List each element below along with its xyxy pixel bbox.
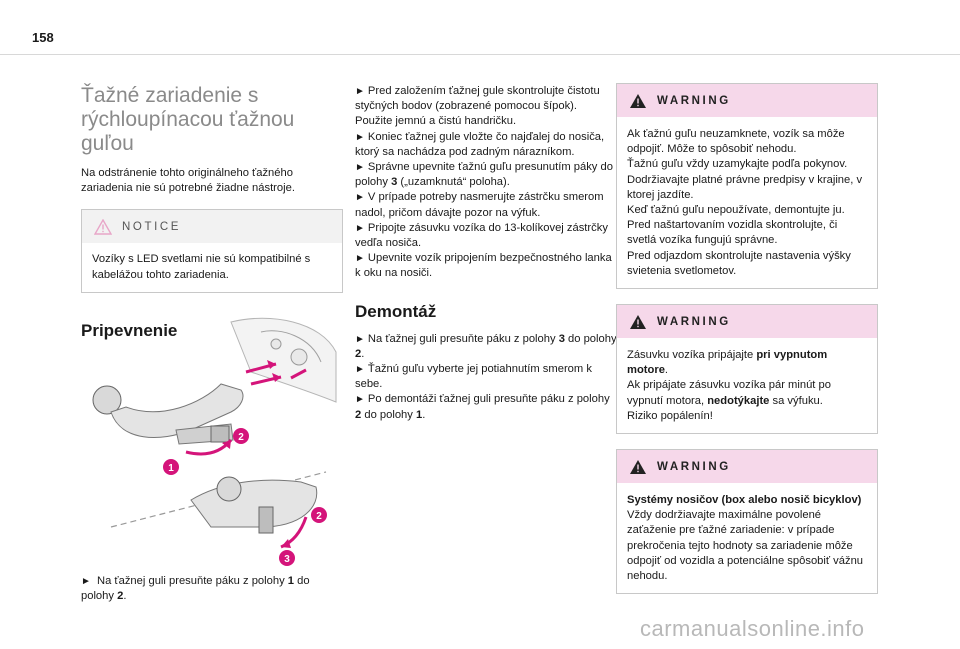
tow-ball-illustration bbox=[81, 312, 343, 568]
warning-box-2 bbox=[616, 304, 878, 434]
warning-line: Ak pripájate zásuvku vozíka pár minút po vypnutí motora, nedotýkajte sa výfuku. bbox=[627, 379, 831, 407]
list-item: ► Po demontáži ťažnej guli presuňte páku z polohy 2 do polohy 1. bbox=[355, 393, 610, 421]
notice-text: Vozíky s LED svetlami nie sú kompatibilné s kabelážou tohto zariadenia. bbox=[92, 253, 311, 281]
top-rule bbox=[0, 54, 960, 55]
warning-line: Dodržiavajte platné právne predpisy v krajine, v ktorej jazdíte. bbox=[627, 173, 863, 201]
warning-line: Ťažnú guľu vždy uzamykajte podľa pokynov. bbox=[627, 158, 848, 171]
section-title-remove: Demontáž bbox=[355, 301, 437, 321]
arrow-bullet-icon: ► bbox=[355, 253, 365, 265]
warning-line: Pred naštartovaním vozidla skontrolujte, či svetlá vozíka fungujú správne. bbox=[627, 219, 838, 247]
warning-title: WARNING bbox=[657, 315, 731, 328]
list-item: ► Správne upevnite ťažnú guľu presunutím páky do polohy 3 („uzamknutá“ poloha). bbox=[355, 161, 613, 189]
warning-header bbox=[617, 450, 877, 483]
warning-triangle-icon bbox=[629, 93, 647, 109]
callout-3-label: 3 bbox=[284, 554, 290, 565]
list-item: ► V prípade potreby nasmerujte zástrčku smerom nadol, pričom dávajte pozor na výfuk. bbox=[355, 191, 604, 219]
arrow-bullet-icon: ► bbox=[81, 576, 91, 587]
arrow-bullet-icon: ► bbox=[355, 162, 365, 174]
section-title-attach: Pripevnenie bbox=[81, 320, 178, 340]
warning-triangle-icon bbox=[94, 219, 112, 235]
callout-2-lower-label: 2 bbox=[316, 511, 322, 522]
list-item: ► Pripojte zásuvku vozíka do 13-kolíkovej zástrčky vedľa nosiča. bbox=[355, 221, 608, 250]
arrow-bullet-icon: ► bbox=[355, 131, 365, 143]
attach-steps bbox=[355, 84, 617, 282]
warning-line: Riziko popálenín! bbox=[627, 409, 713, 422]
warning-line: Pred odjazdom skontrolujte nastavenia výšky svietenia svetlometov. bbox=[627, 249, 851, 277]
intro-text: Na odstránenie tohto originálneho ťažného zariadenia nie sú potrebné žiadne nástroje. bbox=[81, 167, 295, 195]
watermark: carmanualsonline.info bbox=[640, 616, 865, 641]
arrow-bullet-icon: ► bbox=[355, 364, 365, 376]
callout-1-label: 1 bbox=[168, 463, 174, 474]
warning-line: Keď ťažnú guľu nepoužívate, demontujte ju. bbox=[627, 204, 845, 217]
notice-header bbox=[82, 210, 342, 243]
notice-box bbox=[81, 209, 343, 292]
notice-title: NOTICE bbox=[122, 220, 182, 233]
warning-line: Zásuvku vozíka pripájajte pri vypnutom motore. bbox=[627, 349, 828, 377]
warning-box-1 bbox=[616, 83, 878, 289]
page-title: Ťažné zariadenie s rýchloupínacou ťažnou guľou bbox=[81, 84, 295, 155]
warning-title: WARNING bbox=[657, 460, 731, 473]
arrow-bullet-icon: ► bbox=[355, 333, 365, 345]
list-item: ► Pred založením ťažnej gule skontrolujte čistotu styčných bodov (zobrazené pomocou šípok). Použite jemnú a čistú handričku. bbox=[355, 85, 600, 128]
callout-2-upper-label: 2 bbox=[238, 432, 244, 443]
warning-title: WARNING bbox=[657, 94, 731, 107]
list-item: ► Koniec ťažnej gule vložte čo najďalej do nosiča, ktorý sa nachádza pod zadným nárazníkom. bbox=[355, 130, 605, 158]
remove-steps bbox=[355, 332, 617, 423]
list-item: ► Ťažnú guľu vyberte jej potiahnutím smerom k sebe. bbox=[355, 363, 592, 391]
warning-line: Vždy dodržiavajte maximálne povolené zaťaženie pre ťažné zariadenie: v prípade prekročenia tejto hodnoty sa zariadenie môže odpojiť od vozidla a potenciálne spôsobiť vážnu nehodu. bbox=[627, 509, 864, 583]
column-right bbox=[616, 83, 878, 594]
column-left bbox=[81, 80, 343, 341]
column-middle bbox=[355, 84, 617, 423]
warning-header bbox=[617, 84, 877, 117]
list-item: ► Upevnite vozík pripojením bezpečnostného lanka k oku na nosiči. bbox=[355, 252, 612, 280]
attach-step-1: ► Na ťažnej guli presuňte páku z polohy 1 do polohy 2. bbox=[81, 575, 310, 603]
warning-bold-line: Systémy nosičov (box alebo nosič bicyklov) bbox=[627, 494, 862, 507]
arrow-bullet-icon: ► bbox=[355, 192, 365, 204]
arrow-bullet-icon: ► bbox=[355, 86, 365, 97]
arrow-bullet-icon: ► bbox=[355, 222, 365, 234]
list-item: ► Na ťažnej guli presuňte páku z polohy 3 do polohy 2. bbox=[355, 332, 617, 360]
warning-triangle-icon bbox=[629, 459, 647, 475]
page-number: 158 bbox=[32, 30, 54, 45]
warning-box-3 bbox=[616, 449, 878, 594]
warning-header bbox=[617, 305, 877, 338]
arrow-bullet-icon: ► bbox=[355, 394, 365, 406]
warning-line: Ak ťažnú guľu neuzamknete, vozík sa môže odpojiť. Môže to spôsobiť nehodu. bbox=[627, 128, 845, 156]
warning-triangle-icon bbox=[629, 314, 647, 330]
